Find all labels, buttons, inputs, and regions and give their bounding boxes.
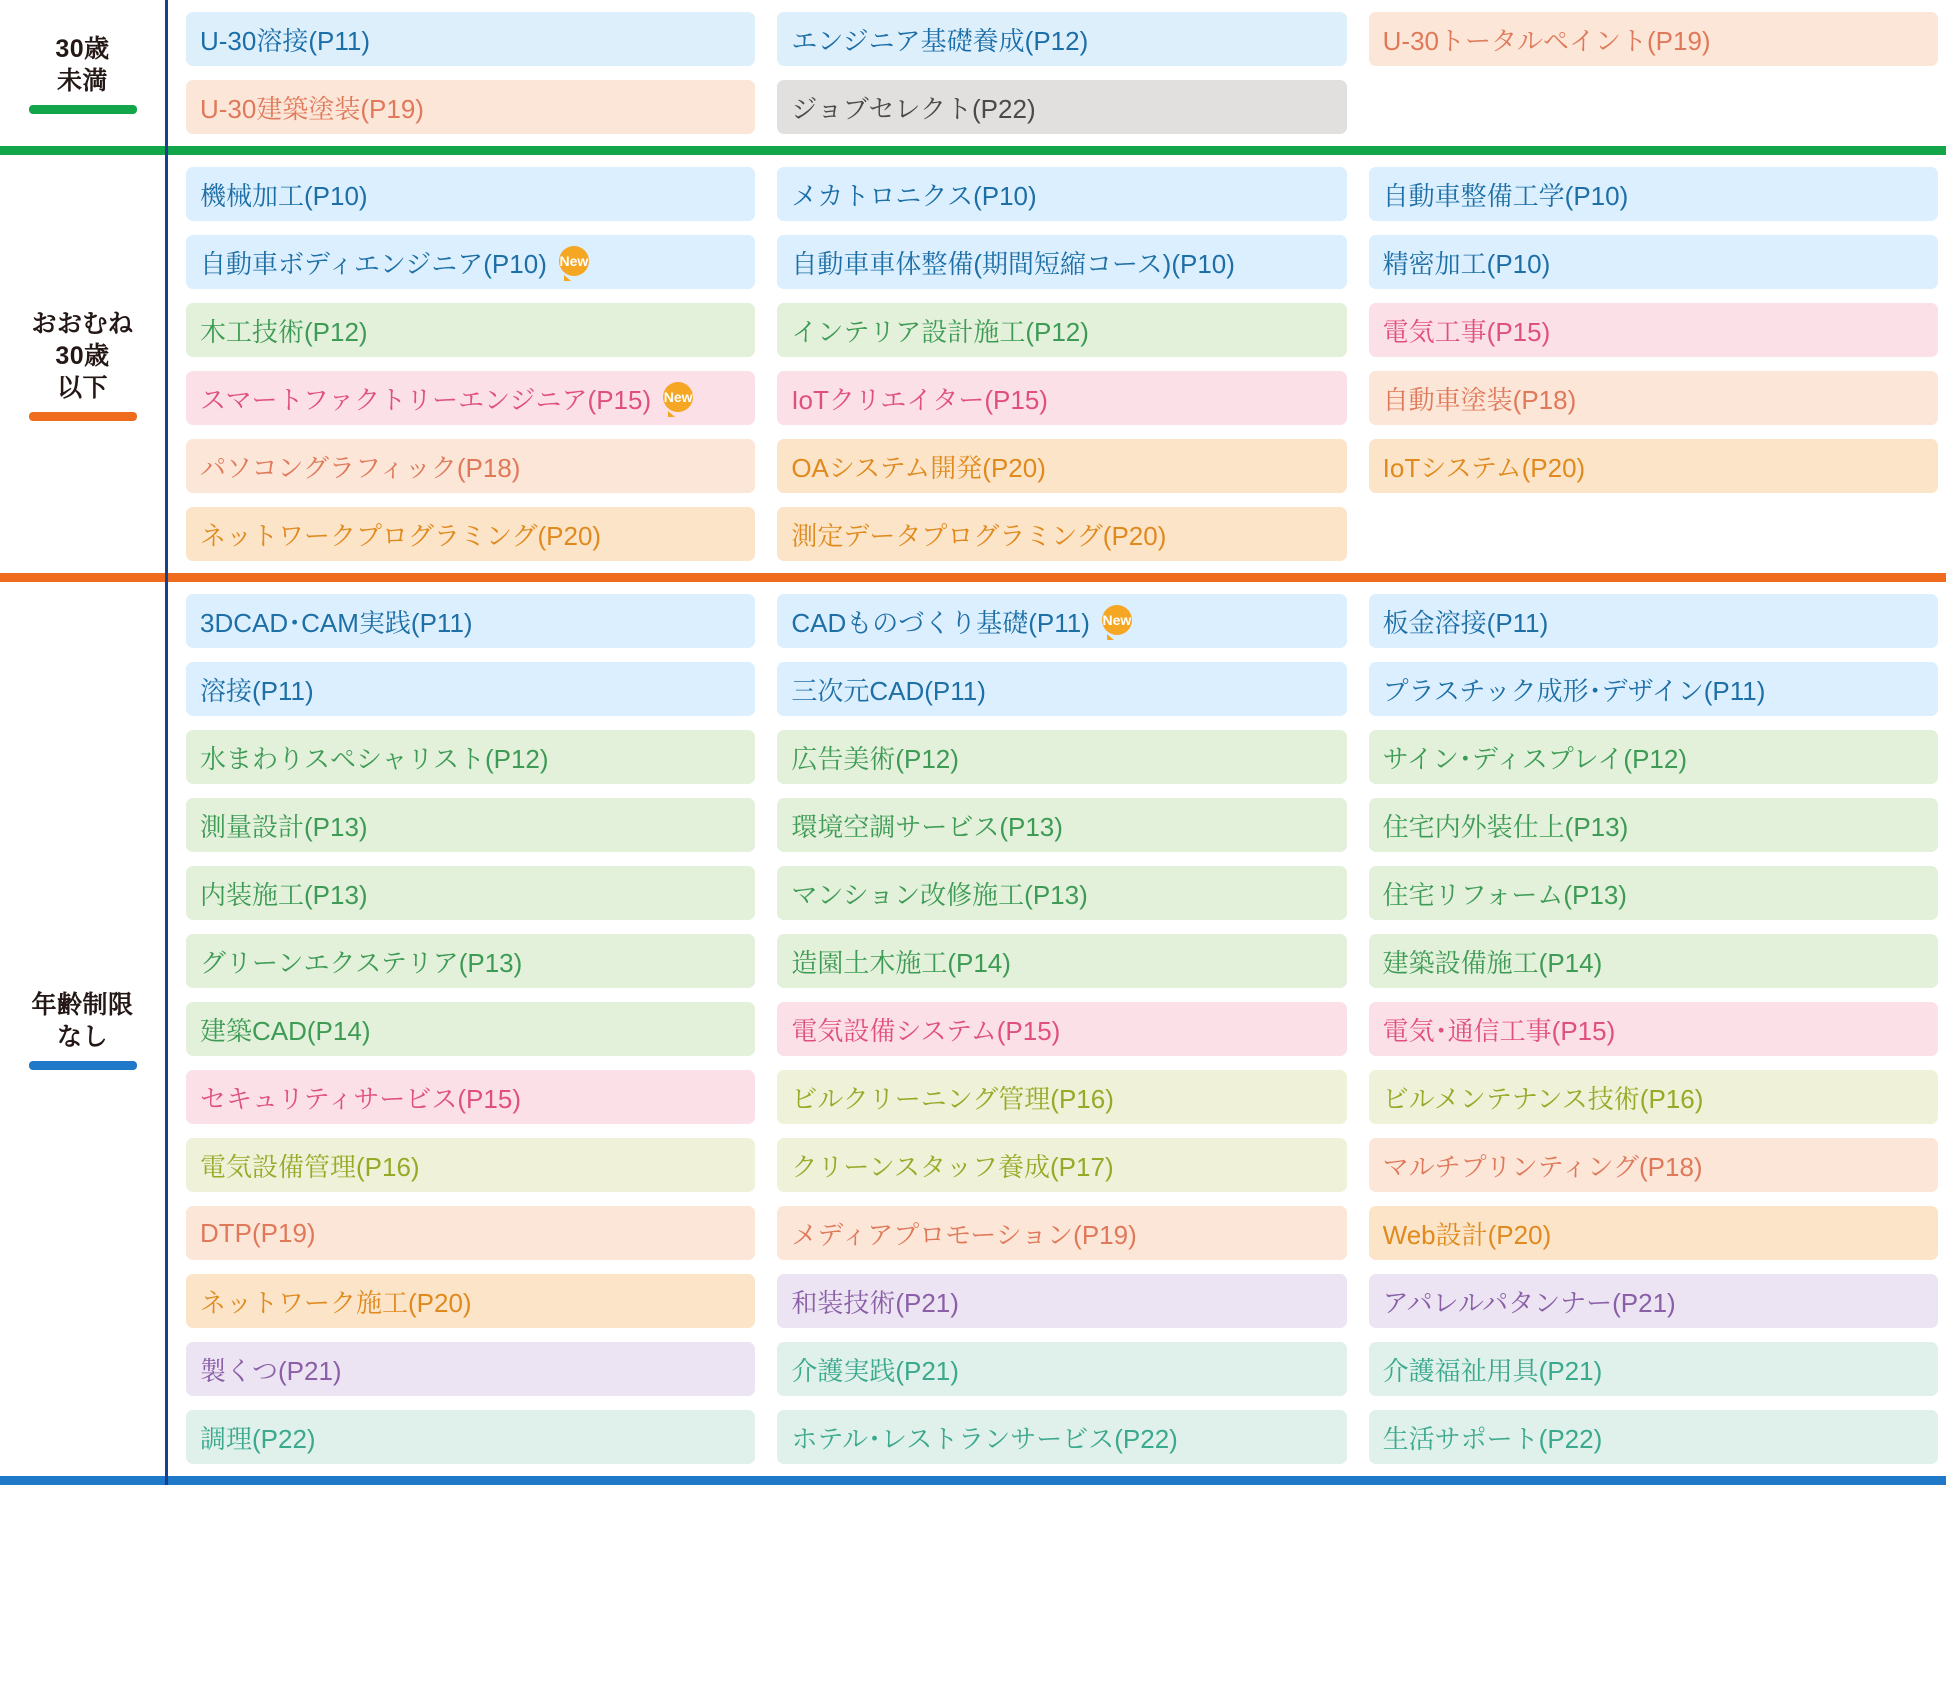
course-card[interactable]: [186, 1342, 755, 1396]
course-card-label: ホテル･レストランサービス(P22): [791, 1423, 1178, 1454]
course-card-label: クリーンスタッフ養成(P17): [791, 1151, 1114, 1182]
course-card[interactable]: [186, 1274, 755, 1328]
course-card-label: Web設計(P20): [1382, 1219, 1552, 1250]
course-card-label: 電気･通信工事(P15): [1382, 1015, 1616, 1046]
course-card[interactable]: [777, 1070, 1346, 1124]
course-card[interactable]: [186, 1070, 755, 1124]
course-card-label: 測量設計(P13): [200, 811, 368, 842]
course-card[interactable]: [777, 1206, 1346, 1260]
course-card-label: 水まわりスペシャリスト(P12): [200, 743, 549, 774]
new-badge-icon: New: [559, 246, 589, 276]
course-card[interactable]: [186, 1410, 755, 1464]
course-card[interactable]: [1369, 1342, 1938, 1396]
course-card[interactable]: [186, 439, 755, 493]
course-card-label: 調理(P22): [200, 1423, 316, 1454]
course-card[interactable]: [186, 507, 755, 561]
course-card-label: OAシステム開発(P20): [791, 452, 1046, 483]
course-card[interactable]: [186, 235, 755, 289]
course-card-label: 自動車車体整備(期間短縮コース)(P10): [791, 248, 1235, 279]
course-card[interactable]: [1369, 1274, 1938, 1328]
course-card-label: 介護福祉用具(P21): [1382, 1355, 1603, 1386]
course-card[interactable]: [777, 303, 1346, 357]
course-card-label: 三次元CAD(P11): [791, 675, 986, 706]
age-group-line: 年齢制限: [31, 990, 134, 1019]
course-card-label: 自動車整備工学(P10): [1382, 180, 1629, 211]
course-card[interactable]: [1369, 798, 1938, 852]
course-card-empty: [1369, 80, 1938, 134]
course-card[interactable]: [186, 730, 755, 784]
course-card-label: ネットワークプログラミング(P20): [200, 520, 602, 551]
course-card[interactable]: [777, 439, 1346, 493]
course-card-label: 住宅内外装仕上(P13): [1382, 811, 1629, 842]
course-card[interactable]: [777, 1274, 1346, 1328]
course-card[interactable]: [186, 80, 755, 134]
course-card[interactable]: [1369, 1206, 1938, 1260]
course-card[interactable]: [777, 235, 1346, 289]
course-card-label: 住宅リフォーム(P13): [1382, 879, 1627, 910]
age-group-label-under30: [0, 0, 168, 146]
course-card-label: 板金溶接(P11): [1382, 607, 1549, 638]
course-card[interactable]: [1369, 1410, 1938, 1464]
course-card-label: IoTクリエイター(P15): [791, 384, 1048, 415]
age-group-line: 未満: [56, 66, 108, 95]
course-card[interactable]: [1369, 303, 1938, 357]
course-card-label: 内装施工(P13): [200, 879, 368, 910]
course-card-label: IoTシステム(P20): [1382, 452, 1586, 483]
course-card-label: ジョブセレクト(P22): [791, 93, 1036, 124]
course-card-label: セキュリティサービス(P15): [200, 1083, 521, 1114]
course-card-label: 和装技術(P21): [791, 1287, 959, 1318]
course-card-label: エンジニア基礎養成(P12): [791, 25, 1089, 56]
age-group-underline: [29, 1061, 137, 1070]
course-card-label: 建築CAD(P14): [200, 1015, 371, 1046]
course-card[interactable]: [1369, 235, 1938, 289]
course-card[interactable]: [777, 1342, 1346, 1396]
course-card[interactable]: [1369, 1002, 1938, 1056]
course-card[interactable]: [777, 1138, 1346, 1192]
age-group-underline: [29, 105, 137, 114]
course-card-label: 精密加工(P10): [1382, 248, 1551, 279]
course-card[interactable]: [186, 662, 755, 716]
course-card-grid: [168, 0, 1946, 146]
course-card[interactable]: [777, 507, 1346, 561]
course-card[interactable]: [186, 1138, 755, 1192]
course-card-label: 機械加工(P10): [200, 180, 368, 211]
course-card-label: プラスチック成形･デザイン(P11): [1382, 675, 1766, 706]
course-card[interactable]: [186, 934, 755, 988]
course-card[interactable]: [1369, 371, 1938, 425]
age-group-line: 以下: [56, 373, 108, 402]
age-group-line: 30歳: [55, 34, 110, 63]
course-card-label: アパレルパタンナー(P21): [1382, 1287, 1676, 1318]
course-card-label: マンション改修施工(P13): [791, 879, 1088, 910]
course-card-label: ビルクリーニング管理(P16): [791, 1083, 1114, 1114]
course-card[interactable]: [777, 80, 1346, 134]
course-card-label: DTP(P19): [200, 1217, 316, 1248]
course-card[interactable]: [777, 934, 1346, 988]
course-card-label: メカトロニクス(P10): [791, 180, 1037, 211]
course-card-label: ネットワーク施工(P20): [200, 1287, 472, 1318]
section-noagelimit: [0, 582, 1946, 1476]
section-under30: [0, 0, 1946, 146]
course-card-label: スマートファクトリーエンジニア(P15): [200, 384, 652, 415]
course-card-label: サイン･ディスプレイ(P12): [1382, 743, 1687, 774]
new-badge-icon: New: [663, 382, 693, 412]
course-card[interactable]: [1369, 167, 1938, 221]
course-card-label: 生活サポート(P22): [1382, 1423, 1603, 1454]
course-card[interactable]: [777, 12, 1346, 66]
section-separator-around30: [0, 573, 1946, 582]
course-card[interactable]: [777, 866, 1346, 920]
course-card-label: 3DCAD･CAM実践(P11): [200, 607, 473, 638]
course-card-grid: [168, 155, 1946, 573]
course-card-label: U-30溶接(P11): [200, 25, 371, 56]
course-card-label: 電気設備管理(P16): [200, 1151, 420, 1182]
section-around30: [0, 155, 1946, 573]
course-card[interactable]: [777, 798, 1346, 852]
course-card[interactable]: [186, 866, 755, 920]
section-separator-noagelimit: [0, 1476, 1946, 1485]
course-card-label: 木工技術(P12): [200, 316, 368, 347]
course-card-label: 自動車塗装(P18): [1382, 384, 1577, 415]
course-card-label: メディアプロモーション(P19): [791, 1219, 1137, 1250]
course-card[interactable]: [186, 371, 755, 425]
course-card-label: 測定データプログラミング(P20): [791, 520, 1167, 551]
course-card[interactable]: [1369, 594, 1938, 648]
course-card-label: U-30建築塗装(P19): [200, 93, 424, 124]
age-group-line: なし: [56, 1022, 108, 1051]
age-group-underline: [29, 412, 137, 421]
age-group-text: [55, 33, 109, 97]
new-badge-icon: New: [1102, 605, 1132, 635]
course-card-label: 広告美術(P12): [791, 743, 959, 774]
age-group-line: 30歳: [55, 341, 110, 370]
course-card[interactable]: [186, 12, 755, 66]
age-group-text: [31, 308, 133, 404]
course-card[interactable]: [1369, 439, 1938, 493]
course-card[interactable]: [1369, 866, 1938, 920]
course-card-label: 電気設備システム(P15): [791, 1015, 1061, 1046]
course-card-label: ビルメンテナンス技術(P16): [1382, 1083, 1704, 1114]
course-card-label: インテリア設計施工(P12): [791, 316, 1089, 347]
course-card[interactable]: [186, 303, 755, 357]
course-card[interactable]: [186, 167, 755, 221]
age-group-text: [31, 989, 133, 1053]
course-card-label: U-30トータルペイント(P19): [1382, 25, 1711, 56]
course-card-label: 建築設備施工(P14): [1382, 947, 1603, 978]
course-card[interactable]: [777, 594, 1346, 648]
course-card[interactable]: [1369, 730, 1938, 784]
course-card[interactable]: [1369, 12, 1938, 66]
course-card-label: グリーンエクステリア(P13): [200, 947, 523, 978]
course-card-label: 造園土木施工(P14): [791, 947, 1011, 978]
course-card-label: パソコングラフィック(P18): [200, 452, 521, 483]
course-card[interactable]: [777, 1002, 1346, 1056]
course-card-grid: [168, 582, 1946, 1476]
course-card[interactable]: [1369, 1070, 1938, 1124]
course-card[interactable]: [1369, 1138, 1938, 1192]
left-vertical-rule: [165, 0, 168, 1485]
course-card[interactable]: [186, 1002, 755, 1056]
course-card-label: 自動車ボディエンジニア(P10): [200, 248, 547, 279]
age-group-label-around30: [0, 155, 168, 573]
age-group-label-noagelimit: [0, 582, 168, 1476]
course-card[interactable]: [777, 730, 1346, 784]
course-card[interactable]: [777, 1410, 1346, 1464]
course-card[interactable]: [1369, 934, 1938, 988]
course-card[interactable]: [777, 371, 1346, 425]
course-card[interactable]: [777, 662, 1346, 716]
course-card-label: 製くつ(P21): [200, 1355, 342, 1386]
age-group-line: おおむね: [31, 309, 134, 338]
course-card[interactable]: [186, 798, 755, 852]
course-card-label: 溶接(P11): [200, 675, 314, 706]
course-card[interactable]: [186, 1206, 755, 1260]
course-card[interactable]: [777, 167, 1346, 221]
course-card-label: CADものづくり基礎(P11): [791, 607, 1090, 638]
course-card[interactable]: [1369, 662, 1938, 716]
course-card[interactable]: [186, 594, 755, 648]
course-card-label: 介護実践(P21): [791, 1355, 959, 1386]
section-separator-under30: [0, 146, 1946, 155]
course-card-empty: [1369, 507, 1938, 561]
course-card-label: 電気工事(P15): [1382, 316, 1551, 347]
course-card-label: 環境空調サービス(P13): [791, 811, 1063, 842]
course-card-label: マルチプリンティング(P18): [1382, 1151, 1703, 1182]
